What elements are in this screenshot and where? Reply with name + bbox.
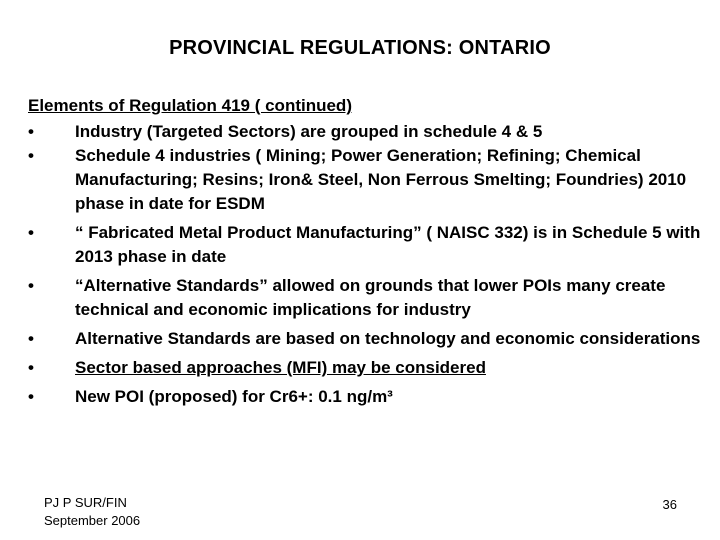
bullet-text: Alternative Standards are based on technology and economic considerations	[75, 329, 701, 348]
bullet-text: Industry (Targeted Sectors) are grouped in schedule 4 & 5	[75, 122, 543, 141]
bullet-item	[28, 385, 708, 409]
slide-content	[28, 94, 708, 414]
bullet-item	[28, 144, 708, 216]
bullet-icon: •	[28, 223, 34, 242]
bullet-item	[28, 221, 708, 269]
bullet-icon: •	[28, 276, 34, 295]
footer-date: September 2006	[44, 513, 141, 528]
footer-credit	[44, 494, 140, 530]
bullet-item	[28, 274, 708, 322]
bullet-icon: •	[28, 146, 34, 165]
bullet-item	[28, 356, 708, 380]
bullet-item	[28, 120, 708, 144]
slide-title: PROVINCIAL REGULATIONS: ONTARIO	[169, 37, 551, 59]
bullet-item	[28, 327, 708, 351]
bullet-text: “ Fabricated Metal Product Manufacturing” ( NAISC 332) is in Schedule 5 with 2013 phase in date	[75, 223, 701, 266]
bullet-icon: •	[28, 122, 34, 141]
bullet-icon: •	[28, 387, 34, 406]
bullet-list	[28, 120, 708, 409]
section-heading: Elements of Regulation 419 ( continued)	[28, 96, 352, 115]
page-number: 36	[662, 497, 677, 512]
bullet-icon: •	[28, 329, 34, 348]
footer-author: PJ P SUR/FIN	[44, 495, 127, 510]
bullet-text: Sector based approaches (MFI) may be considered	[75, 358, 486, 377]
bullet-text: “Alternative Standards” allowed on grounds that lower POIs many create technical and economic implications for industry	[75, 276, 666, 319]
bullet-text: New POI (proposed) for Cr6+: 0.1 ng/m³	[75, 387, 393, 406]
bullet-text: Schedule 4 industries ( Mining; Power Generation; Refining; Chemical Manufacturing; Resins; Iron& Steel, Non Ferrous Smelting; Foundries) 2010 phase in date for ESDM	[75, 146, 687, 213]
bullet-icon: •	[28, 358, 34, 377]
